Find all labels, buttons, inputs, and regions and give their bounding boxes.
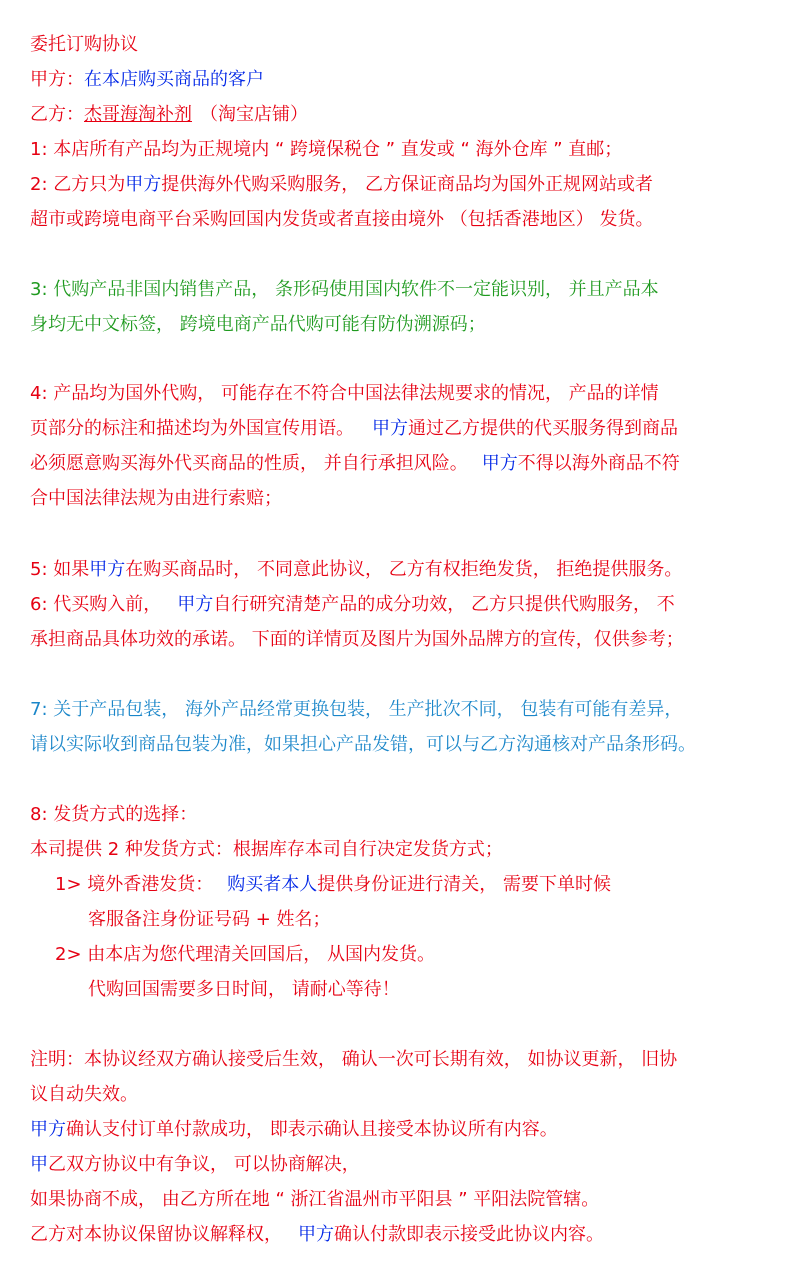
shipping-option-2-detail: 代购回国需要多日时间， 请耐心等待！ xyxy=(88,979,400,1000)
party-a-desc: 在本店购买商品的客户 xyxy=(84,69,264,90)
option-1-label: 1> 境外香港发货： xyxy=(55,874,214,895)
note-line-1: 注明：本协议经双方确认接受后生效， 确认一次可长期有效， 如协议更新， 旧协 xyxy=(30,1049,678,1070)
party-b-store-name[interactable]: 杰哥海淘补剂 xyxy=(84,104,192,125)
clause-6-text-a: 6: 代买购入前， xyxy=(30,594,162,615)
note-line-5: 如果协商不成， 由乙方所在地 “ 浙江省温州市平阳县 ” 平阳法院管辖。 xyxy=(30,1189,600,1210)
buyer-self: 购买者本人 xyxy=(227,874,318,895)
clause-5-text-b: 在购买商品时， 不同意此协议， 乙方有权拒绝发货， 拒绝提供服务。 xyxy=(125,559,683,580)
note-text-f: 乙方对本协议保留协议解释权， xyxy=(30,1224,282,1245)
note-line-4 xyxy=(30,1153,360,1177)
clause-2-line-2: 超市或跨境电商平台采购回国内发货或者直接由境外 （包括香港地区） 发货。 xyxy=(30,209,654,230)
clause-6-line-1 xyxy=(30,593,675,617)
note-line-3 xyxy=(30,1118,558,1142)
note-text-g: 确认付款即表示接受此协议内容。 xyxy=(334,1224,604,1245)
note-text-d: 乙双方协议中有争议， 可以协商解决， xyxy=(48,1154,360,1175)
clause-8-title: 8: 发货方式的选择： xyxy=(30,804,198,825)
party-a-label: 甲方： xyxy=(30,69,84,90)
option-1-text: 提供身份证进行清关， 需要下单时候 xyxy=(317,874,611,895)
clause-1: 1: 本店所有产品均为正规境内 “ 跨境保税仓 ” 直发或 “ 海外仓库 ” 直邮； xyxy=(30,139,623,160)
clause-2-line-1 xyxy=(30,173,653,197)
shipping-option-1 xyxy=(55,873,611,897)
shipping-option-2: 2> 由本店为您代理清关回国后， 从国内发货。 xyxy=(55,944,435,965)
document-title xyxy=(30,33,138,57)
clause-8-intro: 本司提供 2 种发货方式：根据库存本司自行决定发货方式； xyxy=(30,839,503,860)
clause-6-line-2: 承担商品具体功效的承诺。 下面的详情页及图片为国外品牌方的宣传，仅供参考； xyxy=(30,629,684,650)
party-a-char: 甲 xyxy=(30,1154,48,1175)
note-line-6 xyxy=(30,1223,604,1247)
note-line-2: 议自动失效。 xyxy=(30,1084,138,1105)
clause-2-text-a: 2: 乙方只为 xyxy=(30,174,126,195)
clause-4-text-d: 必须愿意购买海外代买商品的性质， 并自行承担风险。 xyxy=(30,453,468,474)
party-a-ref: 甲方 xyxy=(298,1224,334,1245)
clause-7-line-1: 7: 关于产品包装， 海外产品经常更换包装， 生产批次不同， 包装有可能有差异， xyxy=(30,699,683,720)
clause-5 xyxy=(30,558,682,582)
clause-5-text-a: 5: 如果 xyxy=(30,559,90,580)
party-a-ref: 甲方 xyxy=(177,594,214,615)
party-a-ref: 甲方 xyxy=(125,174,162,195)
clause-7-line-2: 请以实际收到商品包装为准，如果担心产品发错，可以与乙方沟通核对产品条形码。 xyxy=(30,734,696,755)
clause-4-line-3 xyxy=(30,452,680,476)
clause-6-text-b: 自行研究清楚产品的成分功效， 乙方只提供代购服务， 不 xyxy=(213,594,675,615)
party-a-ref: 甲方 xyxy=(481,453,518,474)
party-a-ref: 甲方 xyxy=(372,418,408,439)
party-a-ref: 甲方 xyxy=(30,1119,66,1140)
party-a-line xyxy=(30,68,264,92)
note-text-c: 确认支付订单付款成功， 即表示确认且接受本协议所有内容。 xyxy=(66,1119,558,1140)
party-b-line xyxy=(30,103,308,127)
clause-4-line-4: 合中国法律法规为由进行索赔； xyxy=(30,488,282,509)
clause-4-line-2 xyxy=(30,417,678,441)
clause-4-text-c: 通过乙方提供的代买服务得到商品 xyxy=(408,418,678,439)
clause-3-line-2: 身均无中文标签， 跨境电商产品代购可能有防伪溯源码； xyxy=(30,314,486,335)
title-text: 委托订购协议 xyxy=(30,34,138,55)
party-b-label: 乙方： xyxy=(30,104,84,125)
party-b-store-type: （淘宝店铺） xyxy=(200,104,308,125)
party-a-ref: 甲方 xyxy=(89,559,126,580)
clause-2-text-b: 提供海外代购采购服务， 乙方保证商品均为国外正规网站或者 xyxy=(161,174,653,195)
clause-4-line-1: 4: 产品均为国外代购， 可能存在不符合中国法律法规要求的情况， 产品的详情 xyxy=(30,383,659,404)
clause-3-line-1: 3: 代购产品非国内销售产品， 条形码使用国内软件不一定能识别， 并且产品本 xyxy=(30,279,659,300)
clause-4-text-b: 页部分的标注和描述均为外国宣传用语。 xyxy=(30,418,354,439)
clause-4-text-e: 不得以海外商品不符 xyxy=(517,453,680,474)
shipping-option-1-detail: 客服备注身份证号码 + 姓名； xyxy=(88,909,331,930)
